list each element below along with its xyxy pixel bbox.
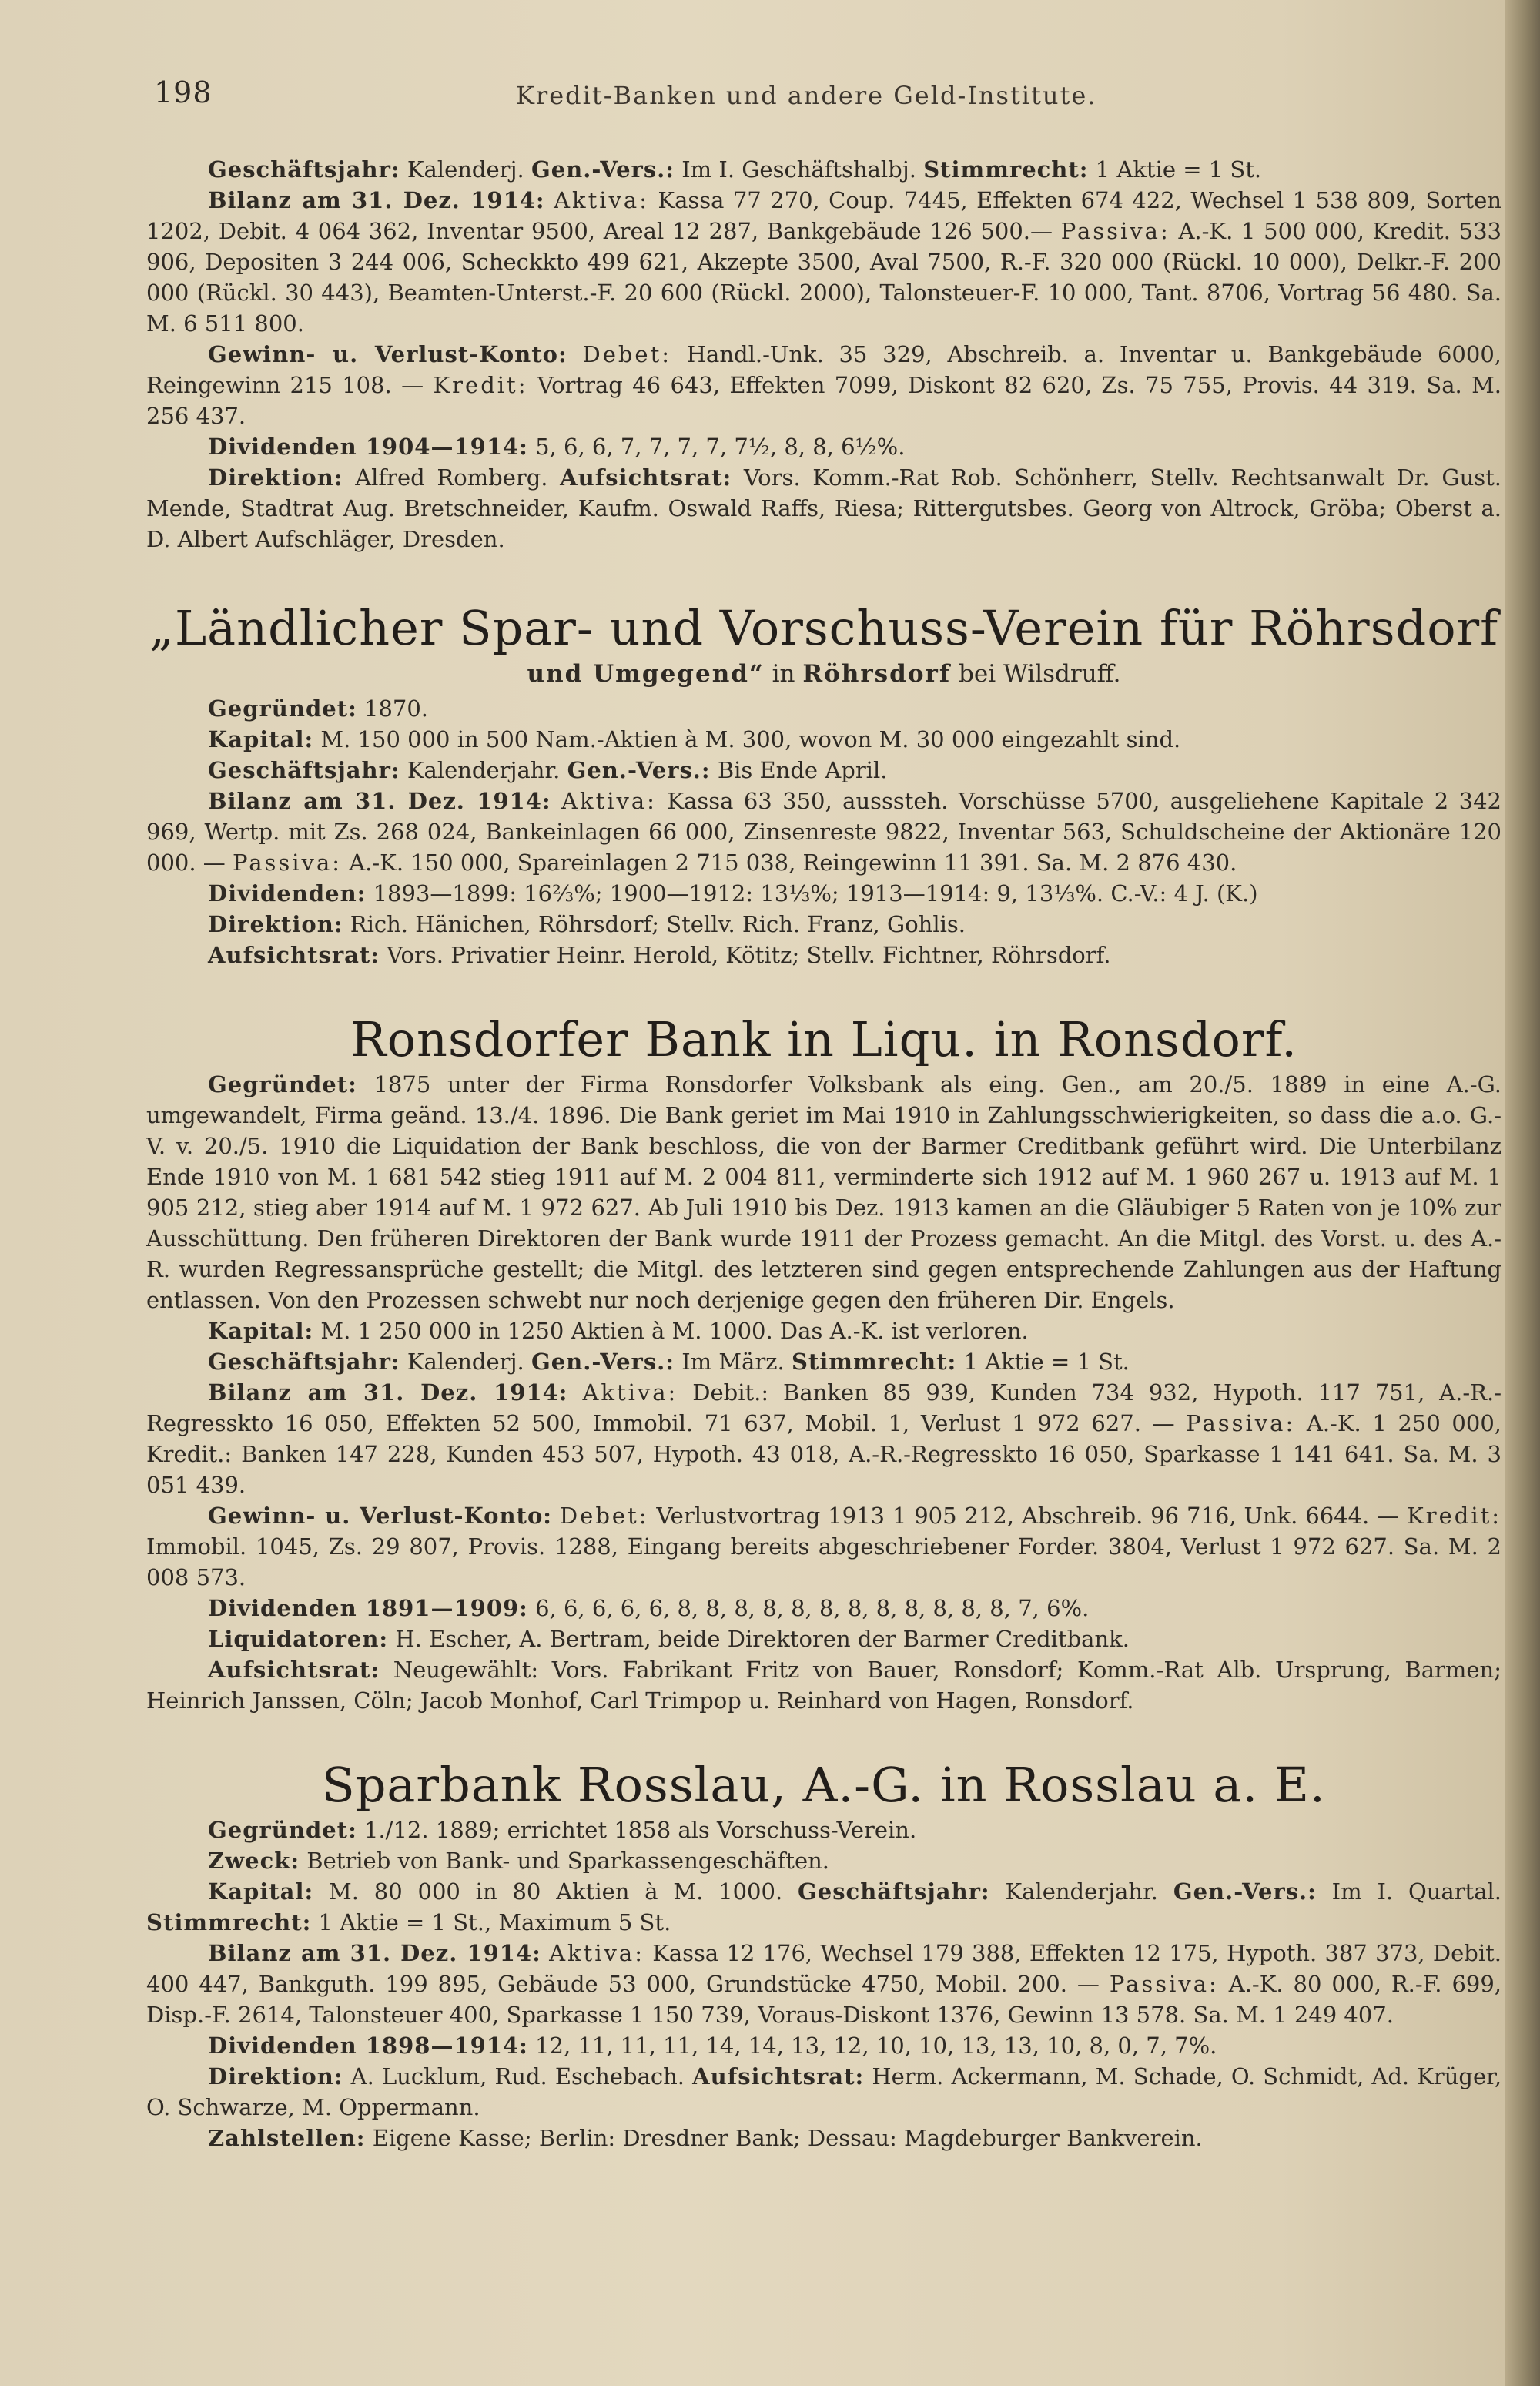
label: Aufsichtsrat: (208, 942, 380, 968)
bilanz-paragraph (146, 786, 1502, 878)
label: Geschäftsjahr: (208, 1349, 400, 1375)
entry-subtitle (146, 658, 1502, 690)
value: A.-K. 150 000, Spareinlagen 2 715 038, Reingewinn 11 391. Sa. M. 2 876 430. (349, 850, 1237, 876)
value: Kassa 63 350, ausssteh. Vorschüsse 5700, ausgeliehene Kapitale 2 342 969, Wertp. mit Zs. 268 024, Bankeinlagen 66 000, Zinsenreste 9822, Inventar 563, Schuldscheine der Aktionäre 120 000. — (146, 788, 1502, 876)
label: Kapital: (208, 1318, 314, 1344)
meta-line (146, 154, 1502, 185)
value: Im I. Geschäftshalbj. (681, 156, 916, 183)
value: 1 Aktie = 1 St. (1095, 156, 1262, 183)
liquidatoren-line (146, 1624, 1502, 1654)
label: Kredit: (433, 372, 528, 398)
label: Gen.-Vers.: (1173, 1878, 1317, 1905)
label: Kredit: (1407, 1503, 1502, 1529)
label: Gewinn- u. Verlust-Konto: (208, 341, 567, 367)
gegruendet-paragraph (146, 1069, 1502, 1315)
label: Gegründet: (208, 1071, 357, 1097)
dividenden-line (146, 431, 1502, 462)
label: Dividenden: (208, 880, 367, 906)
value: Kalenderj. (407, 1349, 524, 1375)
label: Gen.-Vers.: (567, 757, 711, 783)
label: Passiva: (1060, 218, 1170, 244)
label: Gewinn- u. Verlust-Konto: (208, 1503, 552, 1529)
dividenden-line (146, 878, 1502, 909)
subtitle-part: Röhrsdorf (802, 660, 952, 688)
dividenden-line (146, 1593, 1502, 1624)
label: Bilanz am 31. Dez. 1914: (208, 187, 545, 213)
value: Kalenderjahr. (1005, 1878, 1158, 1905)
value: Rich. Hänichen, Röhrsdorf; Stellv. Rich. Franz, Gohlis. (350, 911, 966, 937)
value: A.-K. 1 500 000, Kredit. 533 906, Depositen 3 244 006, Scheckkto 499 621, Akzepte 3500, Aval 7500, R.-F. 320 000 (Rückl. 10 000), Delkr.-F. 200 000 (Rückl. 30 443), Beamten-Unterst.-F. 20 600 (Rückl. 2000), Talonsteuer-F. 10 000, Tant. 8706, Vortrag 56 480. Sa. M. 6 511 800. (146, 218, 1502, 337)
meta-line (146, 1346, 1502, 1377)
label: Bilanz am 31. Dez. 1914: (208, 1940, 541, 1966)
zweck-line (146, 1845, 1502, 1876)
entry-rosslau (146, 1756, 1502, 2153)
value: A. Lucklum, Rud. Eschebach. (350, 2063, 685, 2089)
guv-paragraph (146, 1500, 1502, 1593)
label: Zahlstellen: (208, 2125, 366, 2151)
value: 1./12. 1889; errichtet 1858 als Vorschuss-Verein. (364, 1817, 917, 1843)
label: Direktion: (208, 911, 343, 937)
value: 1 Aktie = 1 St. (963, 1349, 1130, 1375)
label: Gen.-Vers.: (531, 1349, 675, 1375)
label: Liquidatoren: (208, 1626, 389, 1652)
label: Stimmrecht: (791, 1349, 957, 1375)
value: A.-K. 80 000, R.-F. 699, Disp.-F. 2614, Talonsteuer 400, Sparkasse 1 150 739, Voraus-Diskont 1376, Gewinn 13 578. Sa. M. 1 249 407. (146, 1971, 1502, 2028)
page-content (146, 77, 1502, 2193)
aufsichtsrat-paragraph (146, 1654, 1502, 1716)
label: Dividenden 1904—1914: (208, 434, 528, 460)
entry-continued (146, 154, 1502, 555)
value: Handl.-Unk. 35 329, Abschreib. a. Inventar u. Bankgebäude 6000, Reingewinn 215 108. — (146, 341, 1502, 398)
dividenden-line (146, 2030, 1502, 2061)
zahlstellen-line (146, 2123, 1502, 2153)
label: Dividenden 1898—1914: (208, 2032, 528, 2059)
label: Bilanz am 31. Dez. 1914: (208, 788, 551, 814)
value: 1875 unter der Firma Ronsdorfer Volksbank als eing. Gen., am 20./5. 1889 in eine A.-G. umgewandelt, Firma geänd. 13./4. 1896. Die Bank geriet im Mai 1910 in Zahlungsschwierigkeiten, so dass die a.o. G.-V. v. 20./5. 1910 die Liquidation der Bank beschloss, die von der Barmer Creditbank geführt wird. Die Unterbilanz Ende 1910 von M. 1 681 542 stieg 1911 auf M. 2 004 811, verminderte sich 1912 auf M. 1 960 267 u. 1913 auf M. 1 905 212, stieg aber 1914 auf M. 1 972 627. Ab Juli 1910 bis Dez. 1913 kamen an die Gläubiger 5 Raten von je 10% zur Ausschüttung. Den früheren Direktoren der Bank wurde 1911 der Prozess gemacht. An die Mitgl. des Vorst. u. des A.-R. wurden Regressansprüche gestellt; die Mitgl. des letzteren sind gegen entsprechende Zahlungen aus der Haftung entlassen. Von den Prozessen schwebt nur noch derjenige gegen den früheren Dir. Engels. (146, 1071, 1502, 1313)
value: Eigene Kasse; Berlin: Dresdner Bank; Dessau: Magdeburger Bankverein. (372, 2125, 1203, 2151)
direktion-line (146, 909, 1502, 940)
label: Aufsichtsrat: (208, 1657, 380, 1683)
gegruendet-line (146, 1815, 1502, 1845)
label: Aufsichtsrat: (692, 2063, 865, 2089)
value: H. Escher, A. Bertram, beide Direktoren der Barmer Creditbank. (395, 1626, 1130, 1652)
entry-title: „Ländlicher Spar- und Vorschuss-Verein für Röhrsdorf (149, 600, 1499, 656)
entry-title: Sparbank Rosslau, A.-G. in Rosslau a. E. (322, 1757, 1326, 1813)
label: Stimmrecht: (146, 1909, 312, 1935)
label: Stimmrecht: (923, 156, 1089, 183)
value: Kalenderjahr. (407, 757, 561, 783)
subtitle-part: in (772, 660, 795, 688)
value: Vors. Komm.-Rat Rob. Schönherr, Stellv. Rechtsanwalt Dr. Gust. Mende, Stadtrat Aug. Bretschneider, Kaufm. Oswald Raffs, Riesa; Rittergutsbes. Georg von Altrock, Gröba; Oberst a. D. Albert Aufschläger, Dresden. (146, 464, 1502, 552)
label: Aufsichtsrat: (560, 464, 732, 491)
bilanz-paragraph (146, 185, 1502, 339)
label: Kapital: (208, 726, 314, 752)
label: Zweck: (208, 1848, 300, 1874)
gegruendet-line (146, 693, 1502, 724)
value: 6, 6, 6, 6, 6, 8, 8, 8, 8, 8, 8, 8, 8, 8, 8, 8, 8, 7, 6%. (535, 1595, 1090, 1621)
page-number: 198 (154, 75, 213, 109)
label: Geschäftsjahr: (208, 757, 400, 783)
entry-title: Ronsdorfer Bank in Liqu. in Ronsdorf. (350, 1011, 1297, 1067)
value: Debit.: Banken 85 939, Kunden 734 932, Hypoth. 117 751, A.-R.-Regresskto 16 050, Effekten 52 500, Immobil. 71 637, Mobil. 1, Verlust 1 972 627. — (146, 1379, 1502, 1436)
value: Kalenderj. (407, 156, 524, 183)
label: Debet: (559, 1503, 649, 1529)
value: 12, 11, 11, 11, 14, 14, 13, 12, 10, 10, 13, 13, 10, 8, 0, 7, 7%. (535, 2032, 1217, 2059)
value: 1 Aktie = 1 St., Maximum 5 St. (318, 1909, 671, 1935)
label: Dividenden 1891—1909: (208, 1595, 528, 1621)
page-binding-edge (1505, 0, 1540, 2386)
direktion-paragraph (146, 462, 1502, 555)
kapital-line (146, 724, 1502, 755)
value: Neugewählt: Vors. Fabrikant Fritz von Bauer, Ronsdorf; Komm.-Rat Alb. Ursprung, Barmen; Heinrich Janssen, Cöln; Jacob Monhof, Carl Trimpop u. Reinhard von Hagen, Ronsdorf. (146, 1657, 1502, 1714)
value: Alfred Romberg. (355, 464, 548, 491)
label: Passiva: (233, 850, 342, 876)
value: 1893—1899: 16⅔%; 1900—1912: 13⅓%; 1913—1914: 9, 13⅓%. C.-V.: 4 J. (K.) (373, 880, 1258, 906)
value: Immobil. 1045, Zs. 29 807, Provis. 1288, Eingang bereits abgeschriebener Forder. 3804, Verlust 1 972 627. Sa. M. 2 008 573. (146, 1533, 1502, 1590)
value: Vors. Privatier Heinr. Herold, Kötitz; Stellv. Fichtner, Röhrsdorf. (387, 942, 1111, 968)
guv-paragraph (146, 339, 1502, 431)
entry-roehrsdorf (146, 599, 1502, 970)
bilanz-paragraph (146, 1377, 1502, 1500)
bilanz-paragraph (146, 1938, 1502, 2030)
value: M. 1 250 000 in 1250 Aktien à M. 1000. Das A.-K. ist verloren. (320, 1318, 1029, 1344)
value: Herm. Ackermann, M. Schade, O. Schmidt, Ad. Krüger, O. Schwarze, M. Oppermann. (146, 2063, 1502, 2120)
value: Vortrag 46 643, Effekten 7099, Diskont 82 620, Zs. 75 755, Provis. 44 319. Sa. M. 256 437. (146, 372, 1502, 429)
aufsichtsrat-line (146, 940, 1502, 970)
label: Aktiva: (554, 187, 649, 213)
label: Direktion: (208, 464, 343, 491)
label: Gegründet: (208, 1817, 357, 1843)
label: Passiva: (1186, 1410, 1296, 1436)
value: M. 150 000 in 500 Nam.-Aktien à M. 300, wovon M. 30 000 eingezahlt sind. (320, 726, 1181, 752)
running-title: Kredit-Banken und andere Geld-Institute. (516, 81, 1097, 110)
value: Kassa 77 270, Coup. 7445, Effekten 674 422, Wechsel 1 538 809, Sorten 1202, Debit. 4 064 362, Inventar 9500, Areal 12 287, Bankgebäude 126 500.— (146, 187, 1502, 244)
meta-line (146, 755, 1502, 786)
value: Kassa 12 176, Wechsel 179 388, Effekten 12 175, Hypoth. 387 373, Debit. 400 447, Bankguth. 199 895, Gebäude 53 000, Grundstücke 4750, Mobil. 200. — (146, 1940, 1502, 1997)
label: Debet: (582, 341, 672, 367)
label: Direktion: (208, 2063, 343, 2089)
label: Aktiva: (582, 1379, 678, 1406)
label: Gen.-Vers.: (531, 156, 675, 183)
value: A.-K. 1 250 000, Kredit.: Banken 147 228, Kunden 453 507, Hypoth. 43 018, A.-R.-Regresskto 16 050, Sparkasse 1 141 641. Sa. M. 3 051 439. (146, 1410, 1502, 1498)
label: Aktiva: (549, 1940, 644, 1966)
direktion-paragraph (146, 2061, 1502, 2123)
label: Geschäftsjahr: (208, 156, 400, 183)
value: Im I. Quartal. (1331, 1878, 1502, 1905)
running-head (146, 77, 1502, 116)
value: 1870. (364, 695, 429, 722)
label: Aktiva: (561, 788, 657, 814)
value: Verlustvortrag 1913 1 905 212, Abschreib. 96 716, Unk. 6644. — (656, 1503, 1400, 1529)
subtitle-part: und Umgegend“ (527, 660, 765, 688)
label: Kapital: (208, 1878, 314, 1905)
value: 5, 6, 6, 7, 7, 7, 7, 7½, 8, 8, 6½%. (535, 434, 906, 460)
subtitle-part: bei Wilsdruff. (959, 660, 1121, 688)
label: Passiva: (1109, 1971, 1219, 1997)
label: Bilanz am 31. Dez. 1914: (208, 1379, 568, 1406)
value: M. 80 000 in 80 Aktien à M. 1000. (329, 1878, 783, 1905)
label: Gegründet: (208, 695, 357, 722)
label: Geschäftsjahr: (798, 1878, 990, 1905)
value: Betrieb von Bank- und Sparkassengeschäften. (306, 1848, 830, 1874)
entry-ronsdorf (146, 1010, 1502, 1716)
value: Im März. (681, 1349, 785, 1375)
kapital-line (146, 1315, 1502, 1346)
kapital-line (146, 1876, 1502, 1938)
value: Bis Ende April. (717, 757, 888, 783)
